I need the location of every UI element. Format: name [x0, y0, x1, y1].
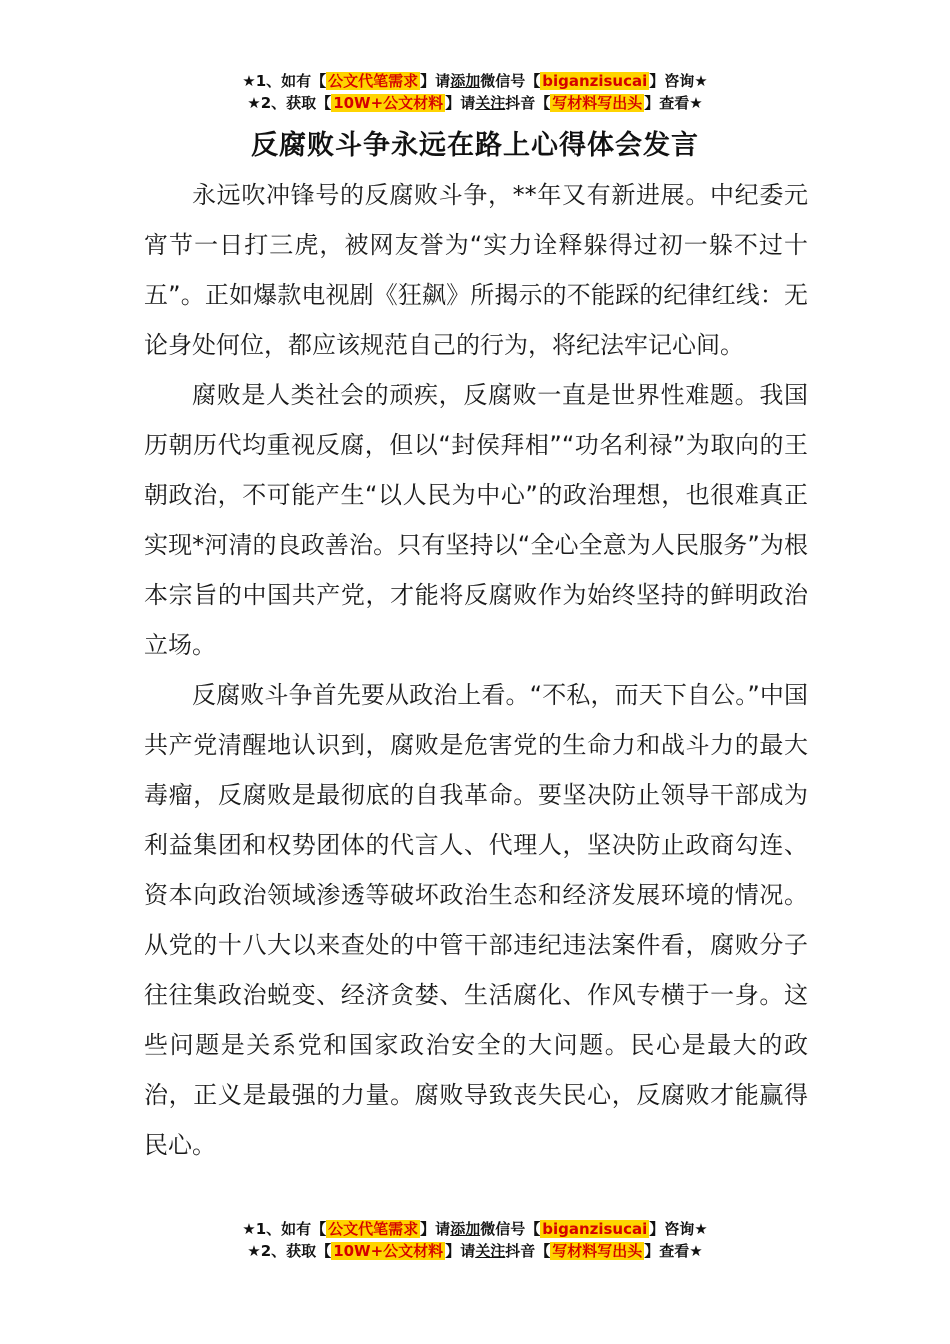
promo-line-1 — [0, 1218, 950, 1240]
promo-underline: 添加 — [450, 1220, 481, 1238]
promo-line-1 — [0, 70, 950, 92]
document-body — [144, 170, 808, 1170]
promo-text: 】咨询★ — [649, 1220, 708, 1238]
promo-line-2 — [0, 92, 950, 114]
promo-highlight: 10W+公文材料 — [333, 1242, 444, 1260]
promo-text: 微信号【 — [480, 72, 541, 90]
promo-text: 】查看★ — [644, 94, 703, 112]
promo-douyin-id: 写材料写出头 — [552, 1242, 643, 1260]
body-paragraph: 永远吹冲锋号的反腐败斗争，**年又有新进展。中纪委元宵节一日打三虎，被网友誉为“实力诠释躲得过初一躲不过十五”。正如爆款电视剧《狂飙》所揭示的不能踩的纪律红线：无论身处何位，都应该规范自己的行为，将纪法牢记心间。 — [144, 181, 808, 359]
promo-header — [0, 70, 950, 114]
promo-text: ★1、如有【 — [242, 72, 327, 90]
body-paragraph: 反腐败斗争首先要从政治上看。“不私，而天下自公。”中国共产党清醒地认识到，腐败是危害党的生命力和战斗力的最大毒瘤，反腐败是最彻底的自我革命。要坚决防止领导干部成为利益集团和权势团体的代言人、代理人，坚决防止政商勾连、资本向政治领域渗透等破坏政治生态和经济发展环境的情况。从党的十八大以来查处的中管干部违纪违法案件看，腐败分子往往集政治蜕变、经济贪婪、生活腐化、作风专横于一身。这些问题是关系党和国家政治安全的大问题。民心是最大的政治，正义是最强的力量。腐败导致丧失民心，反腐败才能赢得民心。 — [144, 681, 808, 1159]
promo-text: 】查看★ — [644, 1242, 703, 1260]
promo-text: ★2、获取【 — [247, 1242, 332, 1260]
promo-text: 】请 — [445, 94, 476, 112]
promo-highlight: 10W+公文材料 — [333, 94, 444, 112]
promo-line-2 — [0, 1240, 950, 1262]
promo-text: 抖音【 — [505, 1242, 551, 1260]
document-title: 反腐败斗争永远在路上心得体会发言 — [251, 130, 699, 161]
promo-text: 】请 — [420, 1220, 451, 1238]
promo-text: 】请 — [420, 72, 451, 90]
promo-highlight: 公文代笔需求 — [328, 1220, 419, 1238]
body-paragraph: 腐败是人类社会的顽疾，反腐败一直是世界性难题。我国历朝历代均重视反腐，但以“封侯拜相”“功名利禄”为取向的王朝政治，不可能产生“以人民为中心”的政治理想，也很难真正实现*河清的良政善治。只有坚持以“全心全意为人民服务”为根本宗旨的中国共产党，才能将反腐败作为始终坚持的鲜明政治立场。 — [144, 381, 808, 659]
promo-text: ★1、如有【 — [242, 1220, 327, 1238]
promo-text: ★2、获取【 — [247, 94, 332, 112]
promo-wechat-id: biganzisucai — [542, 1220, 648, 1238]
promo-wechat-id: biganzisucai — [542, 72, 648, 90]
promo-text: 抖音【 — [505, 94, 551, 112]
promo-text: 】咨询★ — [649, 72, 708, 90]
promo-underline: 关注 — [475, 94, 506, 112]
promo-underline: 添加 — [450, 72, 481, 90]
promo-text: 微信号【 — [480, 1220, 541, 1238]
promo-douyin-id: 写材料写出头 — [552, 94, 643, 112]
promo-text: 】请 — [445, 1242, 476, 1260]
promo-footer — [0, 1218, 950, 1262]
promo-highlight: 公文代笔需求 — [328, 72, 419, 90]
promo-underline: 关注 — [475, 1242, 506, 1260]
